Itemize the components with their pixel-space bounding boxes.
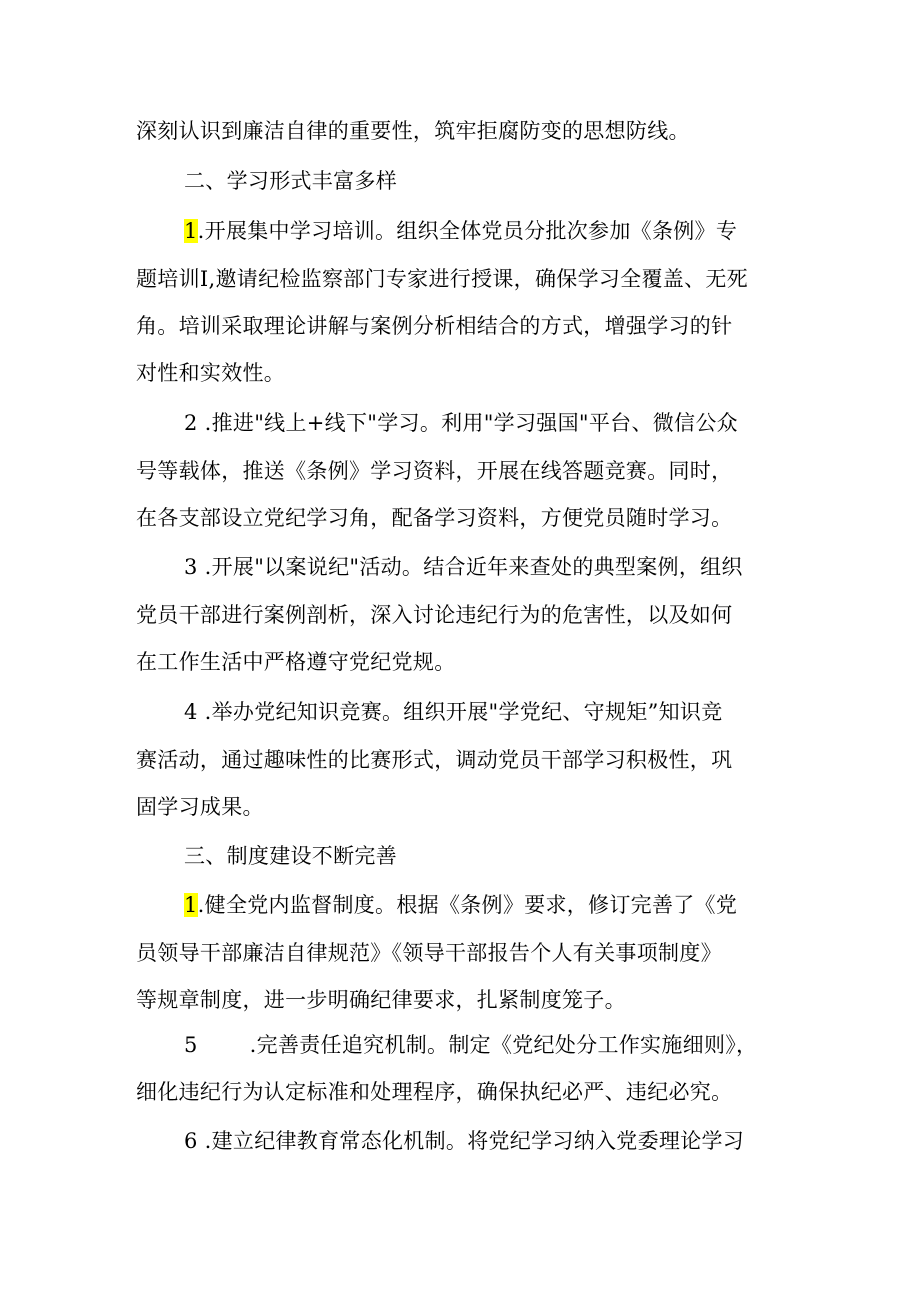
text-line: 深刻认识到廉洁自律的重要性，筑牢拒腐防变的思想防线。 [136, 119, 690, 143]
section-heading-3: 三、制度建设不断完善 [184, 844, 397, 868]
paragraph-3-line-1: 3 .开展"以案说纪"活动。结合近年来查处的典型案例，组织 [184, 555, 743, 579]
text-line: 号等载体，推送《条例》学习资料，开展在线答题竞赛。同时， [136, 459, 733, 483]
text-line: 等规章制度，进一步明确纪律要求，扎紧制度笼子。 [136, 988, 626, 1012]
text-span: .完善责任追究机制。制定《党纪处分工作实施细则》， [249, 1033, 758, 1057]
text-line: 角。培训采取理论讲解与案例分析相结合的方式，增强学习的针 [136, 314, 733, 338]
text-span: .开展集中学习培训。组织全体党员分批次参加《条例》专 [197, 219, 738, 243]
text-line: 固学习成果。 [136, 795, 264, 819]
section-heading-2: 二、学习形式丰富多样 [184, 169, 397, 193]
item-number: 5 [184, 1033, 198, 1057]
system-item-1-line-1 [184, 890, 737, 920]
text-line: 在各支部设立党纪学习角，配备学习资料，方便党员随时学习。 [136, 506, 733, 530]
highlighted-number: 1 [184, 219, 198, 243]
text-line: 员领导干部廉洁自律规范》《领导干部报告个人有关事项制度》 [136, 941, 722, 965]
text-line: 细化违纪行为认定标准和处理程序，确保执纪必严、违纪必究。 [136, 1080, 733, 1104]
text-span: .健全党内监督制度。根据《条例》要求，修订完善了《党 [197, 893, 738, 917]
text-line: 对性和实效性。 [136, 361, 286, 385]
text-line: 在工作生活中严格遵守党纪党规。 [136, 650, 456, 674]
paragraph-4-line-1: 4 .举办党纪知识竞赛。组织开展"学党纪、守规矩”知识竞 [184, 700, 723, 724]
text-line: 题培训I,邀请纪检监察部门专家进行授课，确保学习全覆盖、无死 [136, 267, 748, 291]
highlighted-number: 1 [184, 893, 198, 917]
system-item-6-line-1: 6 .建立纪律教育常态化机制。将党纪学习纳入党委理论学习 [184, 1129, 745, 1153]
system-item-5-line-1 [184, 1030, 757, 1060]
text-line: 赛活动，通过趣味性的比赛形式，调动党员干部学习积极性，巩 [136, 748, 733, 772]
text-line: 党员干部进行案例剖析，深入讨论违纪行为的危害性，以及如何 [136, 603, 733, 627]
paragraph-2-line-1: 2 .推进"线上+线下"学习。利用"学习强国"平台、微信公众 [184, 411, 738, 435]
paragraph-1-line-1 [184, 216, 737, 246]
